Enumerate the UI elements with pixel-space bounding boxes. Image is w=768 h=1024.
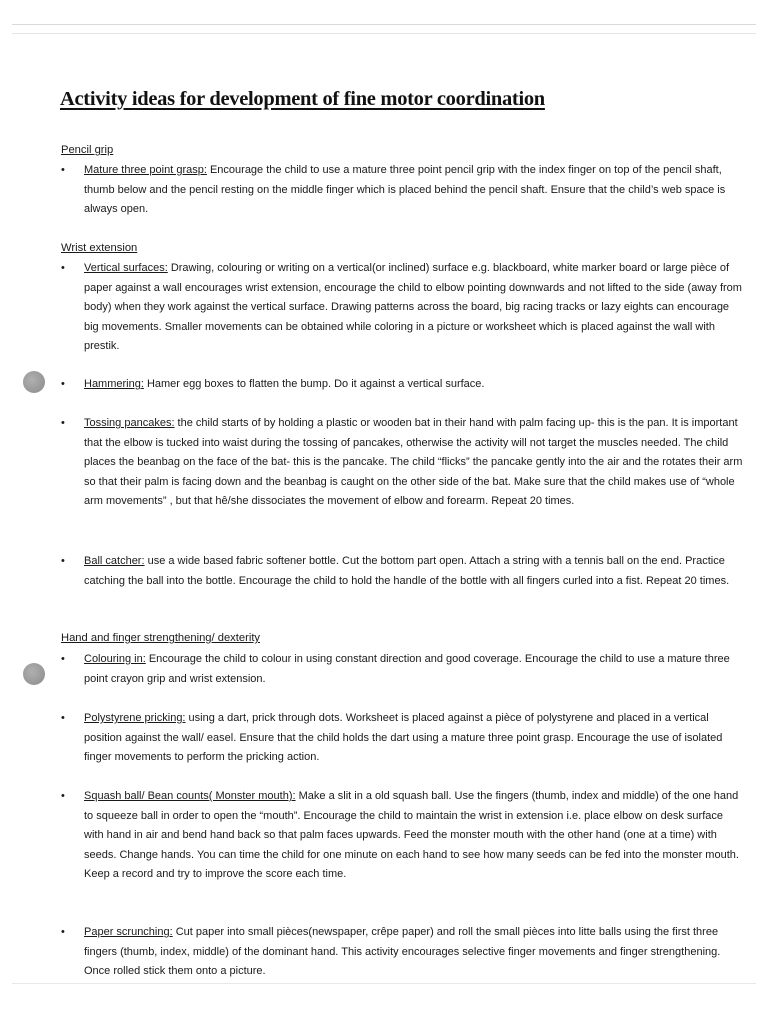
- item-term: Polystyrene pricking:: [84, 712, 186, 724]
- item-paragraph: [84, 650, 743, 689]
- item-paragraph: [84, 923, 743, 982]
- bullet-icon: •: [61, 164, 65, 176]
- bullet-icon: •: [61, 653, 65, 665]
- item-paragraph: [84, 787, 743, 885]
- item-term: Tossing pancakes:: [84, 417, 175, 429]
- bullet-icon: •: [61, 555, 65, 567]
- item-text: Encourage the child to colour in using constant direction and good coverage. Encourage the child to use a mature three point crayon grip and wrist extension.: [84, 653, 730, 685]
- item-paragraph: [84, 259, 743, 357]
- list-item-paper-scrunching: [61, 923, 743, 982]
- list-item-squash-ball: [61, 787, 743, 885]
- item-paragraph: [84, 414, 743, 512]
- item-text: using a dart, prick through dots. Worksheet is placed against a pièce of polystyrene and placed in a vertical position against the wall/ easel. Ensure that the child holds the dart using a mature three point grasp. Encourage the use of isolated finger movements to perform the pricking action.: [84, 712, 723, 764]
- list-item-colouring-in: [61, 650, 743, 689]
- list-item-vertical-surfaces: [61, 259, 743, 357]
- item-paragraph: [84, 552, 743, 591]
- list-item-mature-grasp: [61, 161, 743, 220]
- item-term: Mature three point grasp:: [84, 164, 207, 176]
- item-term: Ball catcher:: [84, 555, 145, 567]
- item-term: Vertical surfaces:: [84, 262, 168, 274]
- list-item-polystyrene-pricking: [61, 709, 743, 768]
- list-item-hammering: [61, 375, 743, 395]
- scan-edge-bottom: [12, 983, 756, 984]
- item-paragraph: [84, 709, 743, 768]
- section-heading-hand-finger: Hand and finger strengthening/ dexterity: [61, 632, 261, 644]
- item-term: Hammering:: [84, 378, 144, 390]
- item-text: the child starts of by holding a plastic or wooden bat in their hand with palm facing up- this is the pan. It is important that the elbow is tucked into waist during the tossing of pancakes, otherwise the activity will not target the muscles needed. The child places the beanbag on the face of the bat- this is the pancake. The child “flicks” the pancake gently into the air and the rotates their arm so that their palm is facing down and the beanbag is caught on the other side of the bat. Make sure that the child makes use of “whole arm movements” , but that hê/she dissociates the movement of elbow and forearm. Repeat 20 times.: [84, 417, 743, 508]
- item-text: Make a slit in a old squash ball. Use the fingers (thumb, index and middle) of the one hand to squeeze ball in order to open the “mouth”. Encourage the child to maintain the wrist in extension i.e. place elbow on desk surface with hand in air and bend hand back so that palm faces upwards. Feed the monster mouth with the other hand (one at a time) with seeds. Change hands. You can time the child for one minute on each hand to see how many seeds can be fed into the monster mouth. Keep a record and try to improve the score each time.: [84, 790, 739, 881]
- bullet-icon: •: [61, 712, 65, 724]
- bullet-icon: •: [61, 926, 65, 938]
- bullet-icon: •: [61, 417, 65, 429]
- item-text: use a wide based fabric softener bottle. Cut the bottom part open. Attach a string with a tennis ball on the end. Practice catching the ball into the bottle. Encourage the child to hold the handle of the bottle with all fingers curled into a fist. Repeat 20 times.: [84, 555, 730, 587]
- item-term: Colouring in:: [84, 653, 146, 665]
- item-paragraph: [84, 161, 743, 220]
- page-title: Activity ideas for development of fine motor coordination: [60, 88, 545, 110]
- section-heading-pencil-grip: Pencil grip: [61, 144, 114, 156]
- item-text: Encourage the child to use a mature three point pencil grip with the index finger on top of the pencil shaft, thumb below and the pencil resting on the middle finger which is placed behind the pencil shaft. Ensure that the child’s web space is always open.: [84, 164, 726, 216]
- item-paragraph: [84, 375, 743, 395]
- item-term: Squash ball/ Bean counts( Monster mouth):: [84, 790, 296, 802]
- punch-hole-lower: [23, 663, 45, 685]
- bullet-icon: •: [61, 262, 65, 274]
- list-item-ball-catcher: [61, 552, 743, 591]
- item-term: Paper scrunching:: [84, 926, 173, 938]
- item-text: Cut paper into small pièces(newspaper, crêpe paper) and roll the small pièces into litte balls using the first three fingers (thumb, index, middle) of the dominant hand. This activity encourages selective finger movements and finger strengthening. Once rolled stick them onto a picture.: [84, 926, 721, 978]
- punch-hole-upper: [23, 371, 45, 393]
- bullet-icon: •: [61, 378, 65, 390]
- item-text: Drawing, colouring or writing on a vertical(or inclined) surface e.g. blackboard, white marker board or large pièce of paper against a wall encourages wrist extension, encourage the child to elbow pointing downwards and not lifted to the side (away from body) when they work against the vertical surface. Drawing patterns across the board, big racing tracks or lazy eights can encourage big movements. Smaller movements can be obtained while coloring in a picture or worksheet which is placed against the wall with prestik.: [84, 262, 742, 353]
- bullet-icon: •: [61, 790, 65, 802]
- list-item-tossing-pancakes: [61, 414, 743, 512]
- item-text: Hamer egg boxes to flatten the bump. Do it against a vertical surface.: [143, 378, 485, 390]
- scan-edge-top-1: [12, 24, 756, 25]
- section-heading-wrist-extension: Wrist extension: [61, 242, 138, 254]
- scan-edge-top-2: [12, 33, 756, 34]
